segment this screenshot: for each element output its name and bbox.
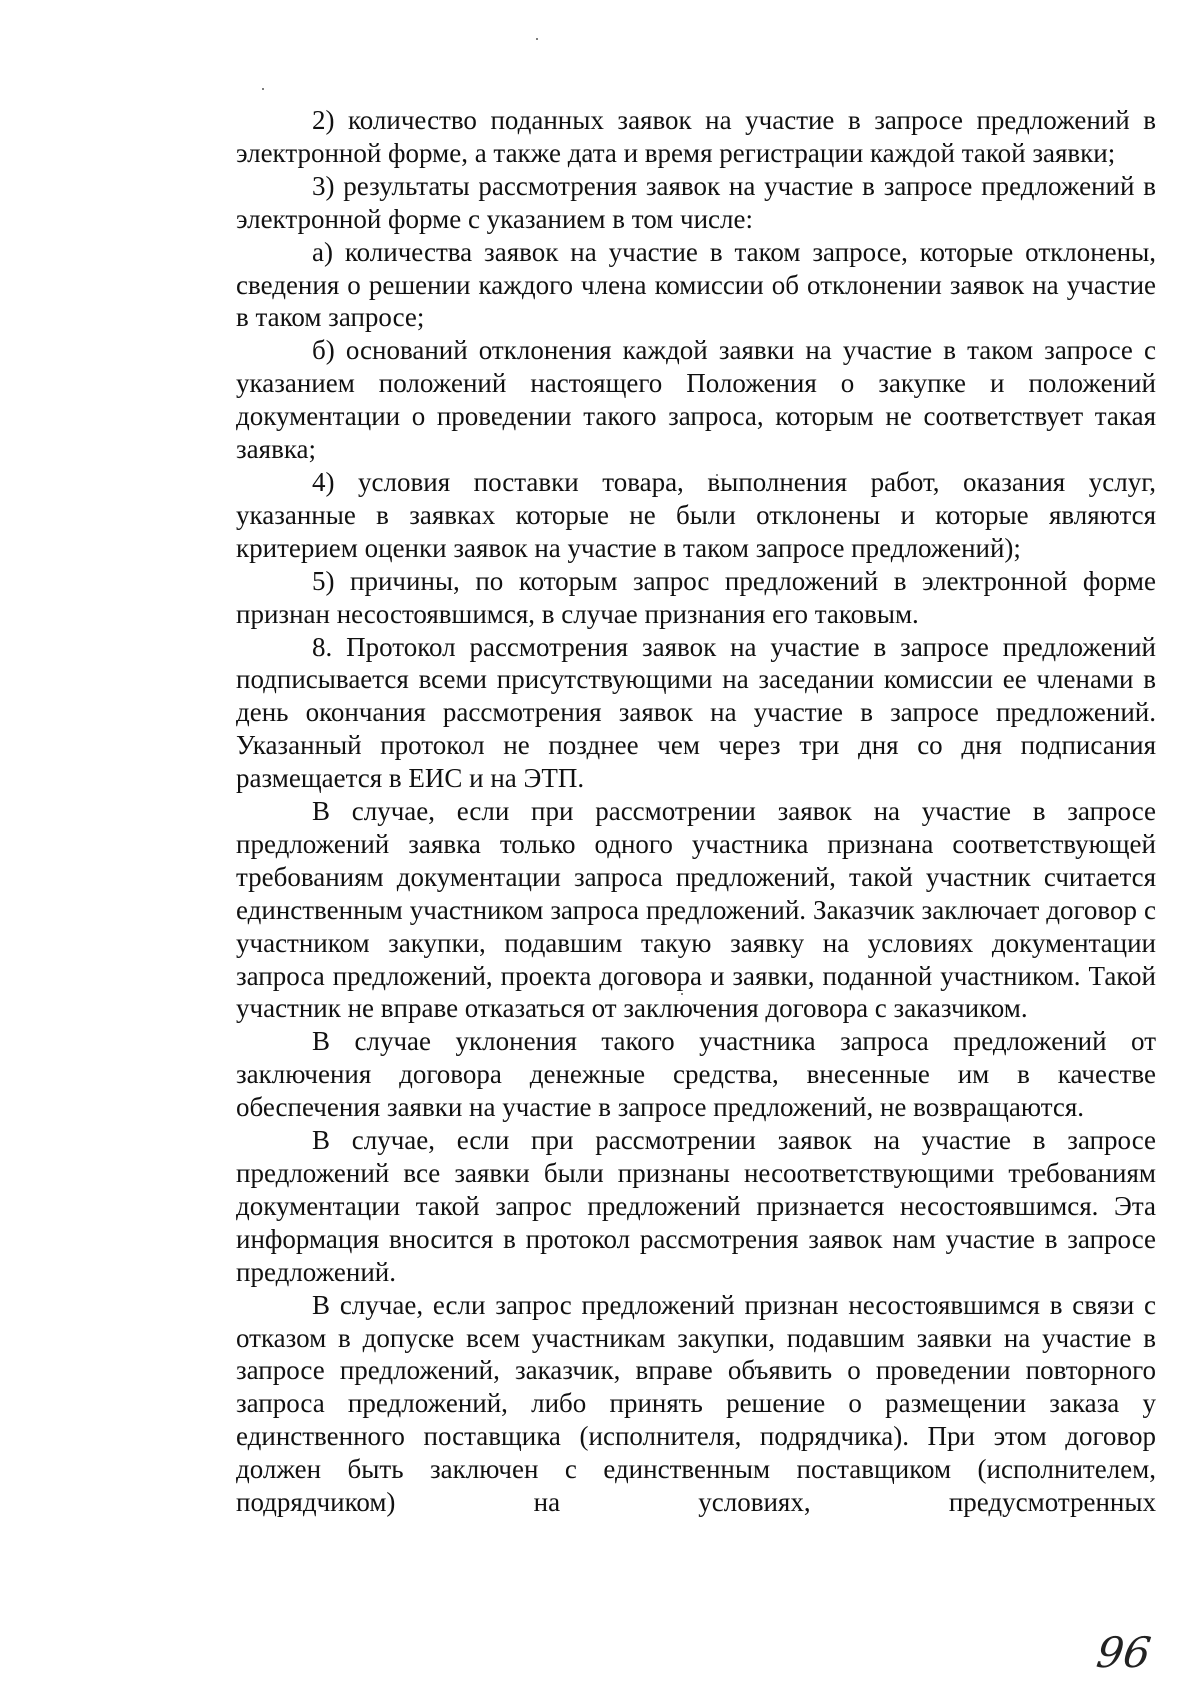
paragraph-item-3: 3) результаты рассмотрения заявок на участие в запросе предложений в электронной форме с указанием в том числе: [236,170,1156,234]
paragraph-item-5: 5) причины, по которым запрос предложений в электронной форме признан несостоявшимся, в случае признания его таковым. [236,565,1156,629]
paragraph-failed-procurement: В случае, если запрос предложений признан несостоявшимся в связи с отказом в допуске всем участникам закупки, подавшим заявки на участие в запросе предложений, заказчик, вправе объявить о проведении повторного запроса предложений, либо принять решение о размещении заказа у единственного поставщика (исполнителя, подрядчика). При этом договор должен быть заключен с единственным поставщиком (исполнителем, подрядчиком) на условиях, предусмотренных [236,1289,1156,1518]
paragraph-item-4: 4) условия поставки товара, выполнения работ, оказания услуг, указанные в заявках которые не были отклонены и которые являются критерием оценки заявок на участие в таком запросе предложений); [236,466,1156,563]
handwritten-page-number: 96 [1093,1628,1154,1677]
paragraph-single-participant: В случае, если при рассмотрении заявок на участие в запросе предложений заявка только одного участника признана соответствующей требованиям документации запроса предложений, такой участник считается единственным участником запроса предложений. Заказчик заключает договор с участником закупки, подавшим такую заявку на условиях документации запроса предложений, проекта договора и заявки, поданной участником. Такой участник не вправе отказаться от заключения договора с заказчиком. [236,796,1156,1024]
paragraph-section-8: 8. Протокол рассмотрения заявок на участие в запросе предложений подписывается всеми присутствующими на заседании комиссии ее членами в день окончания рассмотрения заявок на участие в запросе предложений. Указанный протокол не позднее чем через три дня со дня подписания размещается в ЕИС и на ЭТП. [236,631,1156,794]
document-body [236,104,1156,1519]
scan-speck [262,88,264,90]
scan-speck [536,38,538,40]
paragraph-subitem-a: а) количества заявок на участие в таком запросе, которые отклонены, сведения о решении каждого члена комиссии об отклонении заявок на участие в таком запросе; [236,236,1156,333]
paragraph-all-rejected: В случае, если при рассмотрении заявок на участие в запросе предложений все заявки были признаны несоответствующими требованиям документации такой запрос предложений признается несостоявшимся. Эта информация вносится в протокол рассмотрения заявок нам участие в запросе предложений. [236,1125,1156,1287]
paragraph-subitem-b: б) оснований отклонения каждой заявки на участие в таком запросе с указанием положений настоящего Положения о закупке и положений документации о проведении такого запроса, которым не соответствует такая заявка; [236,335,1156,465]
paragraph-evasion: В случае уклонения такого участника запроса предложений от заключения договора денежные средства, внесенные им в качестве обеспечения заявки на участие в запросе предложений, не возвращаются. [236,1026,1156,1123]
paragraph-item-2: 2) количество поданных заявок на участие в запросе предложений в электронной форме, а также дата и время регистрации каждой такой заявки; [236,105,1156,168]
